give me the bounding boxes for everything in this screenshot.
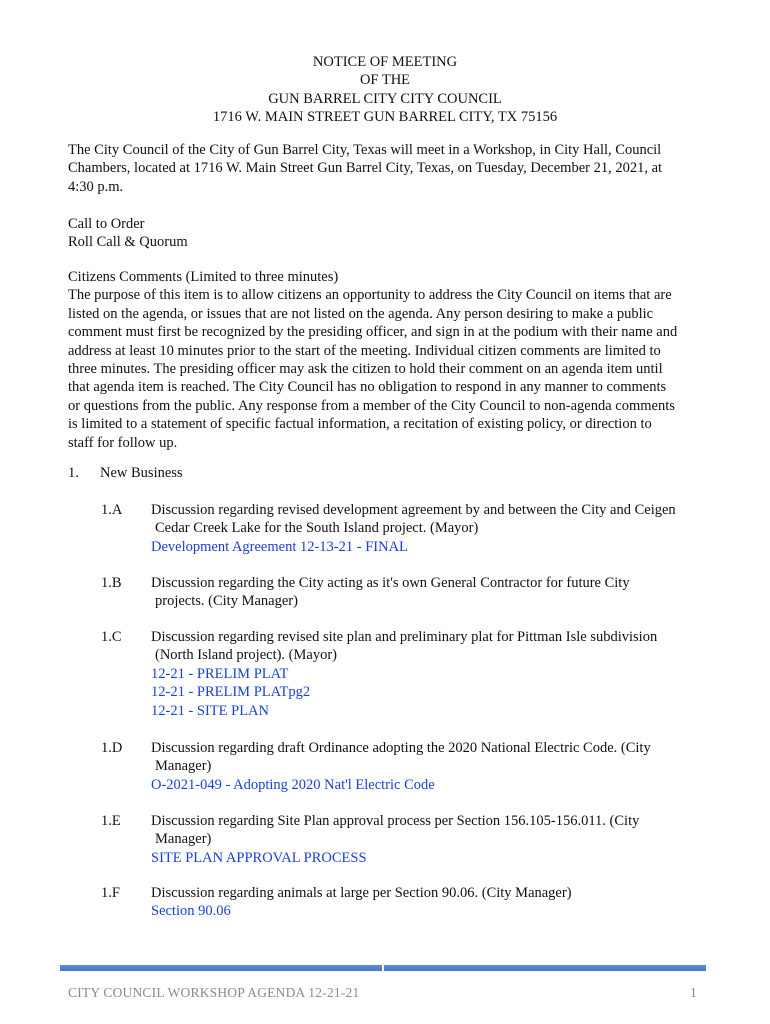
item-body — [151, 884, 711, 921]
development-agreement-link[interactable]: Development Agreement 12-13-21 - FINAL — [151, 538, 408, 555]
section-title: New Business — [100, 465, 183, 481]
item-text-line: Cedar Creek Lake for the South Island project. (Mayor) — [155, 520, 479, 537]
footer-title: CITY COUNCIL WORKSHOP AGENDA 12-21-21 — [68, 985, 360, 1000]
citizens-text-line: staff for follow up. — [68, 434, 178, 451]
electric-code-ordinance-link[interactable]: O-2021-049 - Adopting 2020 Nat'l Electric Code — [151, 776, 435, 793]
item-number: 1.A — [101, 502, 123, 518]
intro-paragraph — [68, 141, 708, 196]
citizens-heading: Citizens Comments (Limited to three minutes) — [68, 269, 339, 285]
item-text-line: Discussion regarding revised development agreement by and between the City and Ceigen — [151, 502, 676, 518]
item-number: 1.C — [101, 629, 122, 645]
intro-line: Chambers, located at 1716 W. Main Street Gun Barrel City, Texas, on Tuesday, December 21, 2021, at — [68, 160, 663, 177]
citizens-text-line: is limited to a statement of specific factual information, a recitation of existing policy, or direction to — [68, 416, 652, 433]
footer-divider — [60, 965, 706, 971]
item-text-line: Discussion regarding the City acting as it's own General Contractor for future City — [151, 575, 630, 591]
prelim-plat-link[interactable]: 12-21 - PRELIM PLAT — [151, 665, 289, 682]
opening-section — [68, 215, 708, 252]
item-text-line: Discussion regarding Site Plan approval process per Section 156.105-156.011. (City — [151, 813, 640, 829]
site-plan-link[interactable]: 12-21 - SITE PLAN — [151, 702, 270, 719]
item-text-line: Discussion regarding draft Ordinance adopting the 2020 National Electric Code. (City — [151, 740, 651, 756]
prelim-plat-pg2-link[interactable]: 12-21 - PRELIM PLATpg2 — [151, 684, 311, 701]
citizens-text-line: or questions from the public. Any response from a member of the City Council to non-agenda comments — [68, 397, 675, 414]
item-body — [151, 812, 711, 867]
item-number: 1.F — [101, 885, 120, 901]
citizens-text-line: that agenda item is reached. The City Council has no obligation to respond in any manner to comments — [68, 379, 667, 396]
notice-title: NOTICE OF MEETING — [312, 54, 458, 70]
citizens-text-line: listed on the agenda, or issues that are not listed on the agenda. Any person desiring to make a public — [68, 305, 654, 322]
section-number: 1. — [68, 465, 79, 481]
citizens-comments-section — [68, 268, 708, 452]
item-text-line: Manager) — [155, 758, 212, 775]
footer-divider-gap — [382, 965, 384, 971]
page-number: 1 — [690, 985, 697, 1000]
council-address: 1716 W. MAIN STREET GUN BARREL CITY, TX 75156 — [212, 109, 558, 126]
item-number: 1.E — [101, 813, 121, 829]
site-plan-approval-link[interactable]: SITE PLAN APPROVAL PROCESS — [151, 849, 367, 866]
intro-line: 4:30 p.m. — [68, 178, 124, 195]
item-body — [151, 628, 711, 720]
item-body — [151, 739, 711, 794]
item-number: 1.D — [101, 740, 123, 756]
item-text-line: projects. (City Manager) — [155, 593, 298, 610]
call-to-order: Call to Order — [68, 216, 145, 232]
item-body — [151, 574, 711, 611]
citizens-text-line: comment must first be recognized by the presiding officer, and sign in at the podium with their name and — [68, 324, 678, 341]
citizens-text-line: three minutes. The presiding officer may ask the citizen to hold their comment on an agenda item until — [68, 361, 663, 378]
item-number: 1.B — [101, 575, 122, 591]
roll-call: Roll Call & Quorum — [68, 234, 188, 251]
notice-subtitle: OF THE — [359, 72, 411, 89]
intro-line: The City Council of the City of Gun Barrel City, Texas will meet in a Workshop, in City Hall, Council — [68, 142, 662, 158]
citizens-text-line: The purpose of this item is to allow citizens an opportunity to address the City Council on items that are — [68, 287, 672, 304]
citizens-text-line: address at least 10 minutes prior to the start of the meeting. Individual citizen comments are limited to — [68, 342, 661, 359]
item-text-line: Discussion regarding animals at large per Section 90.06. (City Manager) — [151, 885, 572, 901]
section-90-06-link[interactable]: Section 90.06 — [151, 903, 231, 920]
item-text-line: Manager) — [155, 831, 212, 848]
council-name: GUN BARREL CITY CITY COUNCIL — [268, 90, 502, 107]
item-body — [151, 501, 711, 556]
item-text-line: Discussion regarding revised site plan and preliminary plat for Pittman Isle subdivision — [151, 629, 658, 645]
item-text-line: (North Island project). (Mayor) — [155, 647, 337, 664]
notice-header — [68, 53, 702, 127]
